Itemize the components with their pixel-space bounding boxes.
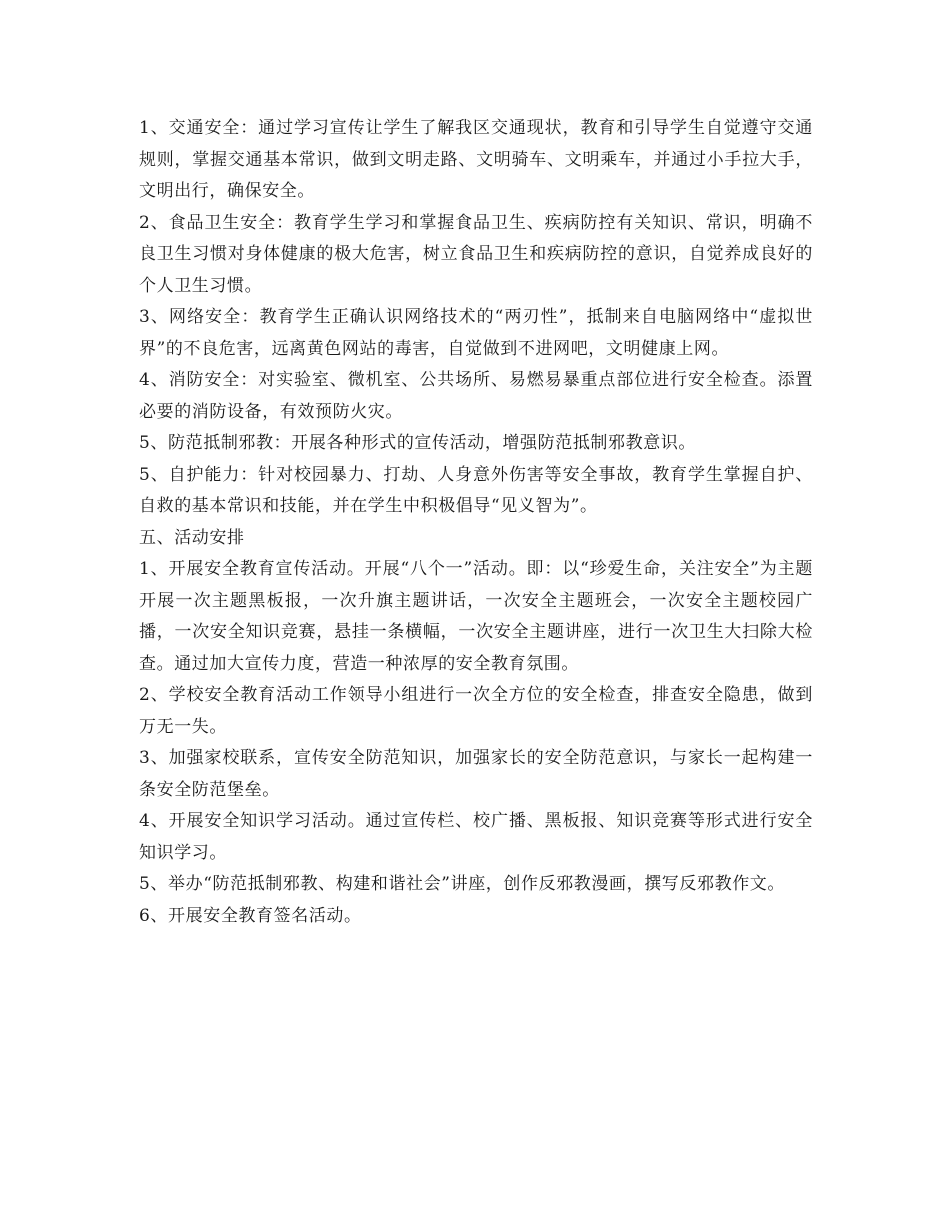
document-body <box>139 113 813 932</box>
paragraph-fire-safety: 4、消防安全：对实验室、微机室、公共场所、易燃易暴重点部位进行安全检查。添置必要的消防设备，有效预防火灾。 <box>139 370 813 422</box>
section-heading-activity-arrangement: 五、活动安排 <box>139 527 245 548</box>
paragraph-traffic-safety: 1、交通安全：通过学习宣传让学生了解我区交通现状，教育和引导学生自觉遵守交通规则，掌握交通基本常识，做到文明走路、文明骑车、文明乘车，并通过小手拉大手，文明出行，确保安全。 <box>139 118 813 201</box>
paragraph-activity-6: 6、开展安全教育签名活动。 <box>139 905 362 926</box>
paragraph-food-hygiene-safety: 2、食品卫生安全：教育学生学习和掌握食品卫生、疾病防控有关知识、常识，明确不良卫生习惯对身体健康的极大危害，树立食品卫生和疾病防控的意识，自觉养成良好的个人卫生习惯。 <box>139 212 813 296</box>
paragraph-network-safety: 3、网络安全：教育学生正确认识网络技术的“两刃性”，抵制来自电脑网络中“虚拟世界”的不良危害，远离黄色网站的毒害，自觉做到不进网吧，文明健康上网。 <box>139 307 813 359</box>
paragraph-activity-1: 1、开展安全教育宣传活动。开展“八个一”活动。即：以“珍爱生命，关注安全”为主题开展一次主题黑板报，一次升旗主题讲话，一次安全主题班会，一次安全主题校园广播，一次安全知识竞赛，悬挂一条横幅，一次安全主题讲座，进行一次卫生大扫除大检查。通过加大宣传力度，营造一种浓厚的安全教育氛围。 <box>139 559 813 674</box>
paragraph-activity-3: 3、加强家校联系，宣传安全防范知识，加强家长的安全防范意识，与家长一起构建一条安全防范堡垒。 <box>139 748 813 800</box>
paragraph-anti-cult: 5、防范抵制邪教：开展各种形式的宣传活动，增强防范抵制邪教意识。 <box>139 433 697 453</box>
paragraph-activity-5: 5、举办“防范抵制邪教、构建和谐社会”讲座，创作反邪教漫画，撰写反邪教作文。 <box>139 874 785 894</box>
paragraph-activity-4: 4、开展安全知识学习活动。通过宣传栏、校广播、黑板报、知识竞赛等形式进行安全知识学习。 <box>139 811 813 863</box>
paragraph-activity-2: 2、学校安全教育活动工作领导小组进行一次全方位的安全检查，排查安全隐患，做到万无一失。 <box>139 685 813 737</box>
paragraph-self-protection: 5、自护能力：针对校园暴力、打劫、人身意外伤害等安全事故，教育学生掌握自护、自救的基本常识和技能，并在学生中积极倡导“见义智为”。 <box>139 464 813 516</box>
